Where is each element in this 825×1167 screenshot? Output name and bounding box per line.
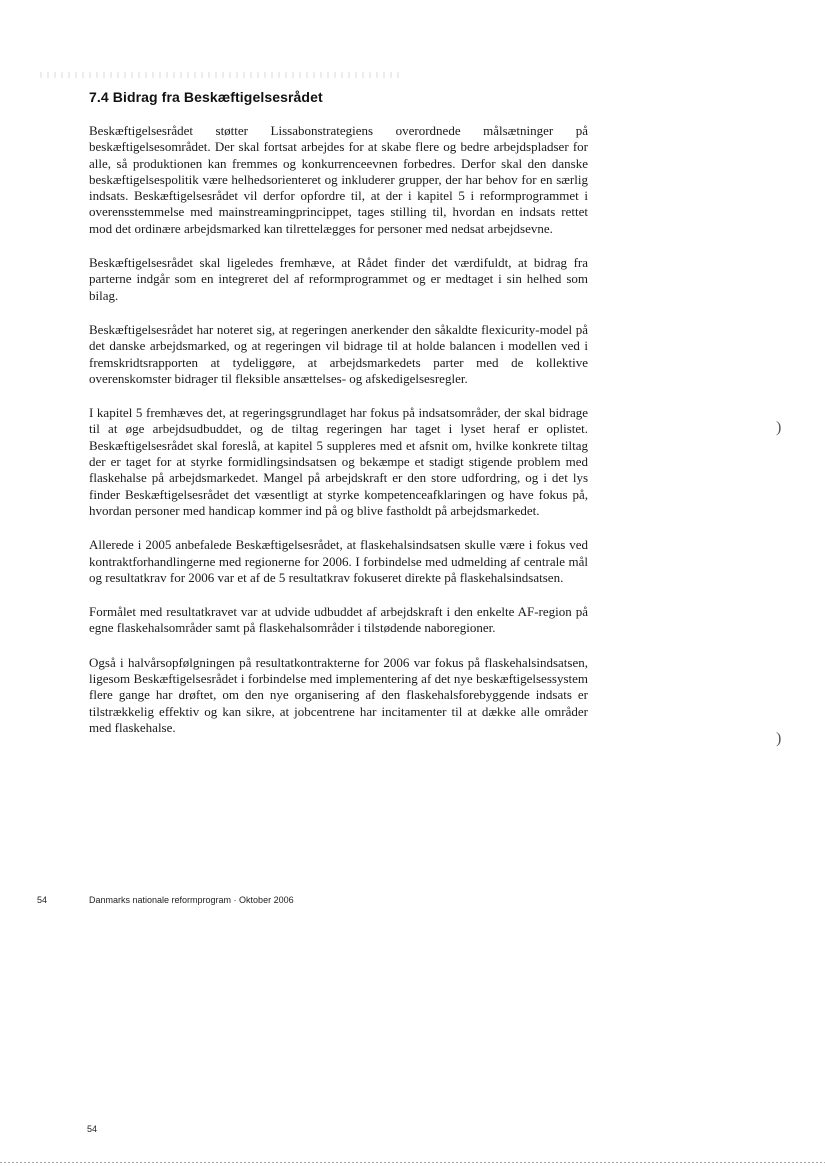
- scan-artifact: [40, 72, 400, 78]
- scan-edge: [0, 1162, 825, 1163]
- paragraph: Formålet med resultatkravet var at udvide udbuddet af arbejdskraft i den enkelte AF-region på egne flaskehalsområder samt på flaskehalsområder i tilstødende naboregioner.: [89, 604, 588, 636]
- paragraph: Allerede i 2005 anbefalede Beskæftigelsesrådet, at flaskehalsindsatsen skulle være i fokus ved kontraktforhandlingerne med regionerne for 2006. I forbindelse med udmelding af centrale mål og resultatkrav for 2006 var et af de 5 resultatkrav fokuseret direkte på flaskehalsindsatsen.: [89, 537, 588, 585]
- footer-page-number: 54: [37, 895, 48, 905]
- footer-text: Danmarks nationale reformprogram · Oktober 2006: [89, 895, 294, 905]
- section-heading: 7.4 Bidrag fra Beskæftigelsesrådet: [89, 89, 323, 105]
- bottom-page-number: 54: [87, 1124, 98, 1134]
- paragraph: Beskæftigelsesrådet skal ligeledes fremhæve, at Rådet finder det værdifuldt, at bidrag fra parterne indgår som en integreret del af reformprogrammet og er medtaget i sin helhed som bilag.: [89, 255, 588, 303]
- body-text: [89, 123, 588, 754]
- paragraph: Beskæftigelsesrådet har noteret sig, at regeringen anerkender den såkaldte flexicurity-model på det danske arbejdsmarked, og at regeringen vil bidrage til at holde balancen i modellen ved i fremskridtsrapporten at tydeliggøre, at arbejdsmarkedets parter med de kollektive overenskomster bidrager til fleksible ansættelses- og afskedigelsesregler.: [89, 321, 588, 386]
- paragraph: Beskæftigelsesrådet støtter Lissabonstrategiens overordnede målsætninger på beskæftigelsesområdet. Der skal fortsat arbejdes for at skabe flere og bedre arbejdspladser for alle, så produktionen kan fremmes og konkurrenceevnen forbedres. Derfor skal den danske beskæftigelsespolitik være helhedsorienteret og inkluderer grupper, der har behov for en særlig indsats. Beskæftigelsesrådet vil derfor opfordre til, at der i kapitel 5 i reformprogrammet i overensstemmelse med mainstreamingprincippet, tages stilling til, hvordan en indsats rettet mod det ordinære arbejdsmarked kan tilrettelægges for personer med nedsat arbejdsevne.: [89, 123, 588, 236]
- paragraph: Også i halvårsopfølgningen på resultatkontrakterne for 2006 var fokus på flaskehalsindsatsen, ligesom Beskæftigelsesrådet i forbindelse med implementering af det nye beskæftigelsessystem flere gange har drøftet, om den nye organisering af den flaskehalsforebyggende indsats er tilstrækkelig effektiv og kan sikre, at jobcentrene har incitamenter til at dække alle områder med flaskehalse.: [89, 654, 588, 735]
- paragraph: I kapitel 5 fremhæves det, at regeringsgrundlaget har fokus på indsatsområder, der skal bidrage til at øge arbejdsudbuddet, og de tiltag regeringen har taget i lyset heraf er oplistet. Beskæftigelsesrådet skal foreslå, at kapitel 5 suppleres med et afsnit om, hvilke konkrete tiltag der er taget for at styrke formidlingsindsatsen og bekæmpe et stadigt stigende problem med flaskehalse på arbejdsmarkedet. Mangel på arbejdskraft er den store udfordring, og i det lys finder Beskæftigelsesrådet det væsentligt at styrke kompetenceafklaringen og have fokus på, hvordan personer med handicap kommer ind på og blive fastholdt på arbejdsmarkedet.: [89, 405, 588, 518]
- margin-mark: ): [776, 419, 782, 436]
- margin-mark: ): [776, 730, 782, 747]
